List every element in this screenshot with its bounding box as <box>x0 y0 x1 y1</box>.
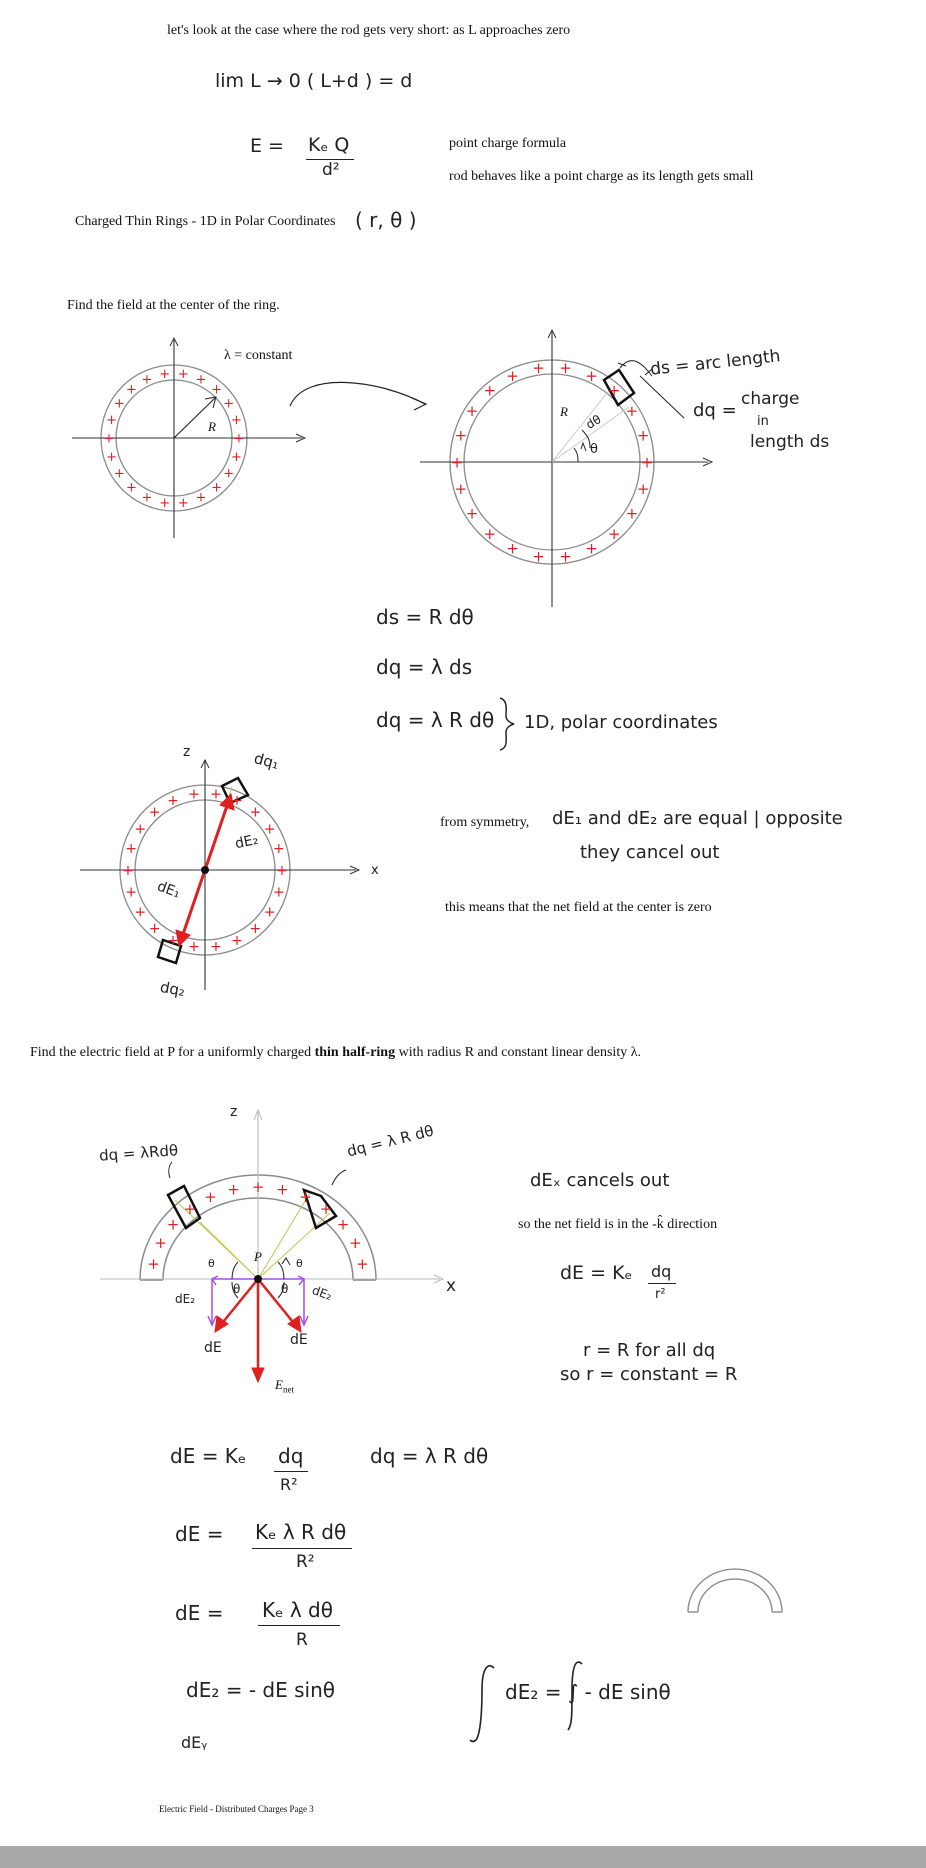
charge-plus-icon: + <box>607 381 621 400</box>
charge-plus-icon: + <box>559 359 572 378</box>
charge-plus-icon: + <box>276 1180 289 1199</box>
theta-label: θ <box>590 442 598 457</box>
de-formula-num: dq <box>651 1262 672 1281</box>
charge-plus-icon: + <box>134 821 147 838</box>
charge-plus-icon: + <box>177 495 189 511</box>
charge-plus-icon: + <box>233 431 245 447</box>
point-charge-note: point charge formula <box>449 136 567 151</box>
charge-plus-icon: + <box>465 401 479 420</box>
charge-plus-icon: + <box>625 401 639 420</box>
de-formula-lhs: dE = Kₑ <box>560 1262 633 1284</box>
theta-left-label: θ <box>233 1282 241 1296</box>
deriv-l4: dE₂ = - dE sinθ <box>186 1678 335 1702</box>
dez-left-label: dE₂ <box>175 1292 196 1306</box>
charge-plus-icon: + <box>177 367 189 383</box>
sym-x-label: x <box>371 863 379 878</box>
dq-right-label: dq = λ R dθ <box>345 1121 436 1161</box>
charge-plus-icon: + <box>103 431 115 447</box>
charge-plus-icon: + <box>506 539 519 558</box>
sym-z-label: z <box>183 744 191 760</box>
de-right-label: dE <box>290 1332 308 1348</box>
dq-charge: charge <box>741 389 800 409</box>
integral-expression: dE₂ = ∫ - dE sinθ <box>505 1680 671 1704</box>
dez-right-label: dE₂ <box>310 1282 334 1304</box>
deriv-l2-lhs: dE = <box>175 1522 224 1546</box>
charge-plus-icon: + <box>231 792 243 809</box>
dq-left-label: dq = λRdθ <box>98 1141 179 1165</box>
charge-plus-icon: + <box>585 366 598 385</box>
charge-plus-icon: + <box>263 904 276 921</box>
theta-top-right-label: θ <box>296 1257 303 1270</box>
sym-dq2-label: dq₂ <box>158 977 187 1001</box>
charge-plus-icon: + <box>113 396 125 412</box>
symmetry-statement: dE₁ and dE₂ are equal | opposite <box>552 808 843 829</box>
charge-plus-icon: + <box>106 449 118 465</box>
charge-plus-icon: + <box>450 453 464 472</box>
net-field-direction: so the net field is in the -k̂ direction <box>518 1217 718 1232</box>
symmetry-conclusion: this means that the net field at the center is zero <box>445 900 712 915</box>
r-constant: so r = constant = R <box>560 1364 738 1385</box>
charge-plus-icon: + <box>640 453 654 472</box>
charge-plus-icon: + <box>125 480 137 496</box>
point-p-label: P <box>254 1249 262 1264</box>
charge-plus-icon: + <box>625 504 639 523</box>
ring-task: Find the field at the center of the ring. <box>67 298 280 313</box>
deriv-l3-num: Kₑ λ dθ <box>262 1598 333 1622</box>
charge-plus-icon: + <box>273 841 285 858</box>
charge-plus-icon: + <box>483 381 497 400</box>
deriv-l3-den: R <box>296 1630 308 1650</box>
charge-plus-icon: + <box>125 841 137 858</box>
charge-plus-icon: + <box>154 1234 167 1253</box>
enet-label: $E_{net}$ <box>275 1377 294 1395</box>
symmetry-prefix: from symmetry, <box>440 815 530 830</box>
charge-plus-icon: + <box>223 466 235 482</box>
formula-lhs: E = <box>250 135 284 157</box>
dq-label: dq = <box>693 400 737 421</box>
eq-dq-1: dq = λ ds <box>376 655 473 679</box>
eq-ds: ds = R dθ <box>376 605 474 629</box>
rod-note: rod behaves like a point charge as its length gets small <box>449 169 754 184</box>
charge-plus-icon: + <box>188 939 200 956</box>
charge-plus-icon: + <box>532 547 545 566</box>
dex-cancels: dEₓ cancels out <box>530 1170 670 1191</box>
charge-plus-icon: + <box>251 1178 265 1196</box>
formula-numerator: Kₑ Q <box>308 134 350 156</box>
limit-expression: lim L → 0 ( L+d ) = d <box>215 70 413 92</box>
charge-plus-icon: + <box>159 495 171 511</box>
charge-plus-icon: + <box>195 490 207 506</box>
charge-plus-icon: + <box>134 904 147 921</box>
dq-in: in <box>757 414 769 429</box>
sym-de1-label: dE₁ <box>154 878 183 902</box>
formula-denominator: d² <box>322 160 340 180</box>
ring1-radius-label: R <box>208 419 216 434</box>
charge-plus-icon: + <box>276 862 288 879</box>
charge-plus-icon: + <box>299 1187 312 1206</box>
charge-plus-icon: + <box>230 413 242 429</box>
charge-plus-icon: + <box>183 1199 197 1218</box>
charge-plus-icon: + <box>636 480 650 498</box>
charge-plus-icon: + <box>319 1199 333 1218</box>
charge-plus-icon: + <box>211 480 223 496</box>
charge-plus-icon: + <box>210 939 222 956</box>
deriv-l1-num: dq <box>278 1444 304 1468</box>
deriv-l3-lhs: dE = <box>175 1601 224 1625</box>
charge-plus-icon: + <box>148 804 161 821</box>
deriv-l1-den: R² <box>280 1475 298 1494</box>
sym-dq1-label: dq₁ <box>252 749 281 773</box>
charge-plus-icon: + <box>210 786 222 803</box>
charge-plus-icon: + <box>148 921 161 938</box>
charge-plus-icon: + <box>356 1254 369 1273</box>
de-formula-den: r² <box>655 1287 666 1302</box>
eq-dq-2: dq = λ R dθ <box>376 708 495 732</box>
charge-plus-icon: + <box>454 426 468 445</box>
deriv-l2-den: R² <box>296 1552 315 1572</box>
half-ring-problem: Find the electric field at P for a uniformly charged thin half-ring with radius R and constant linear density λ. <box>30 1045 642 1060</box>
footer-page-label: Electric Field - Distributed Charges Page 3 <box>159 1804 314 1814</box>
charge-plus-icon: + <box>532 359 545 378</box>
charge-plus-icon: + <box>483 525 497 543</box>
charge-plus-icon: + <box>263 821 276 838</box>
ds-arc-length: ds = arc length <box>649 346 782 380</box>
dtheta-label: dθ <box>583 412 604 432</box>
ring2-radius-label: R <box>560 404 568 419</box>
r-equals-r: r = R for all dq <box>583 1340 716 1361</box>
charge-plus-icon: + <box>249 921 262 938</box>
charge-plus-icon: + <box>273 884 285 901</box>
deriv-l1-side: dq = λ R dθ <box>370 1444 489 1468</box>
charge-plus-icon: + <box>106 413 118 429</box>
charge-plus-icon: + <box>559 547 572 566</box>
charge-plus-icon: + <box>195 372 207 388</box>
charge-plus-icon: + <box>167 932 179 949</box>
de-left-label: dE <box>204 1340 222 1356</box>
charge-plus-icon: + <box>166 1215 180 1234</box>
charge-plus-icon: + <box>249 804 262 821</box>
charge-plus-icon: + <box>125 884 137 901</box>
intro-line: let's look at the case where the rod gets very short: as L approaches zero <box>167 23 571 38</box>
deriv-l2-num: Kₑ λ R dθ <box>255 1520 347 1544</box>
charge-plus-icon: + <box>147 1254 160 1273</box>
half-x-label: x <box>446 1276 457 1296</box>
charge-plus-icon: + <box>349 1234 362 1253</box>
charge-plus-icon: + <box>141 490 153 506</box>
theta-top-left-label: θ <box>208 1257 215 1270</box>
symmetry-cancel: they cancel out <box>580 842 720 863</box>
charge-plus-icon: + <box>454 480 468 498</box>
sym-de2-label: dE₂ <box>233 831 260 853</box>
eq-note: 1D, polar coordinates <box>524 712 718 733</box>
half-z-label: z <box>230 1104 238 1120</box>
deriv-l1-lhs: dE = Kₑ <box>170 1444 247 1468</box>
lambda-constant: λ = constant <box>224 348 293 363</box>
charge-plus-icon: + <box>223 396 235 412</box>
charge-plus-icon: + <box>167 792 179 809</box>
charge-plus-icon: + <box>211 382 223 398</box>
charge-plus-icon: + <box>159 367 171 383</box>
charge-plus-icon: + <box>227 1180 240 1199</box>
charge-plus-icon: + <box>113 466 125 482</box>
charge-plus-icon: + <box>465 504 479 523</box>
dq-length-ds: length ds <box>750 432 830 452</box>
charge-plus-icon: + <box>230 449 242 465</box>
charge-plus-icon: + <box>125 382 137 398</box>
charge-plus-icon: + <box>585 539 598 558</box>
charge-plus-icon: + <box>607 525 621 543</box>
charge-plus-icon: + <box>506 366 519 385</box>
deriv-l5: dEᵧ <box>181 1733 208 1752</box>
charge-plus-icon: + <box>122 862 134 879</box>
charge-plus-icon: + <box>141 372 153 388</box>
charge-plus-icon: + <box>231 932 243 949</box>
charge-plus-icon: + <box>336 1215 350 1234</box>
theta-right-label: θ <box>281 1282 289 1296</box>
charge-plus-icon: + <box>204 1187 217 1206</box>
polar-coords: ( r, θ ) <box>355 208 417 232</box>
bottom-bar <box>0 1846 926 1868</box>
section-heading-rings: Charged Thin Rings - 1D in Polar Coordinates <box>75 214 336 229</box>
charge-plus-icon: + <box>188 786 200 803</box>
charge-plus-icon: + <box>636 426 650 445</box>
